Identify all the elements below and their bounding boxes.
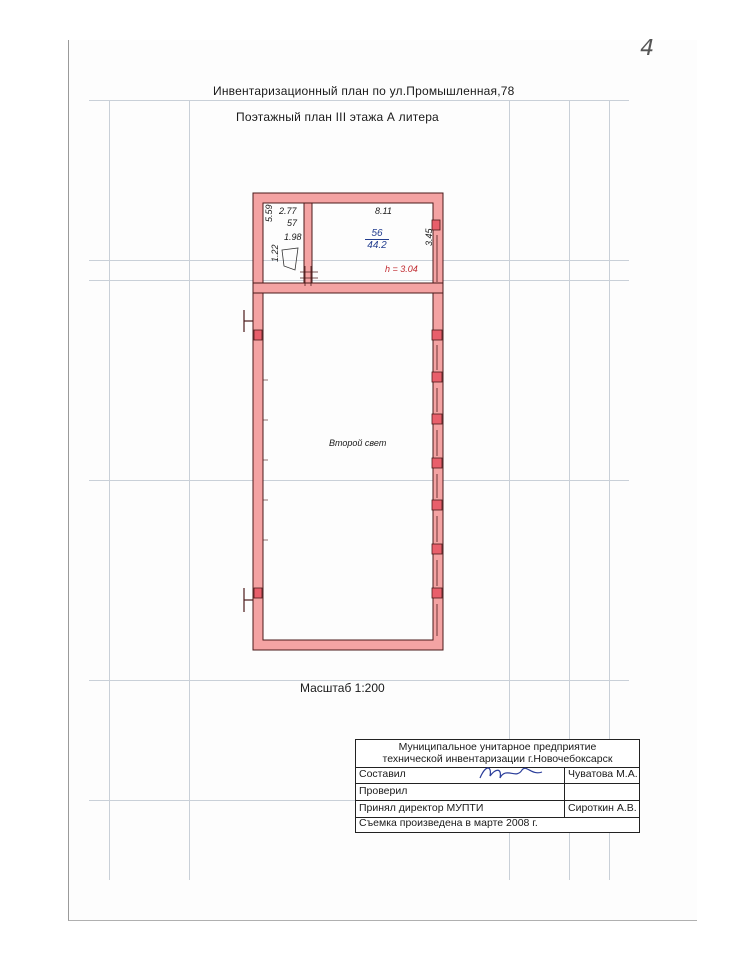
- title-block: [355, 739, 640, 833]
- signature-icon: [476, 762, 546, 784]
- dim-top-small: 2.77: [279, 206, 297, 216]
- upper-room-wall: [253, 283, 443, 293]
- outer-wall: [253, 193, 443, 650]
- compiled-label: Составил: [359, 768, 406, 780]
- dim-side-small: 5.59: [264, 204, 274, 222]
- divider: [564, 801, 565, 817]
- room-56-number: 56: [371, 228, 383, 239]
- plan-title: Инвентаризационный план по ул.Промышленная,78: [213, 84, 515, 98]
- dim-top-large: 8.11: [375, 206, 392, 216]
- row-compiled: [356, 767, 639, 784]
- row-accepted: [356, 801, 639, 818]
- divider: [564, 784, 565, 800]
- height-label: h = 3.04: [385, 264, 418, 274]
- scale-label: Масштаб 1:200: [300, 681, 385, 695]
- room-57-number: 57: [287, 218, 298, 228]
- columns: [254, 220, 442, 598]
- room-56-label: [365, 228, 389, 251]
- second-light-label: Второй свет: [329, 438, 387, 448]
- dim-small-low: 1.22: [270, 244, 280, 262]
- survey-note: Съемка произведена в марте 2008 г.: [359, 817, 538, 829]
- dim-right: 3.45: [424, 228, 434, 246]
- accepted-label: Принял директор МУПТИ: [359, 802, 484, 814]
- divider: [564, 767, 565, 783]
- org-line-1: Муниципальное унитарное предприятие: [398, 741, 597, 753]
- org-line-2: технической инвентаризации г.Новочебоксарск: [382, 753, 613, 765]
- checked-label: Проверил: [359, 785, 408, 797]
- room-56-area: 44.2: [365, 239, 389, 251]
- wall-ticks: [263, 380, 268, 540]
- row-checked: [356, 784, 639, 801]
- dim-inner: 1.98: [284, 232, 302, 242]
- page-number: 4: [637, 36, 657, 61]
- plan-subtitle: Поэтажный план III этажа А литера: [236, 110, 439, 124]
- entry-markers: [244, 310, 253, 612]
- sink-icon: [282, 248, 298, 270]
- accepted-name: Сироткин А.В.: [568, 802, 637, 814]
- compiled-name: Чуватова М.А.: [568, 768, 638, 780]
